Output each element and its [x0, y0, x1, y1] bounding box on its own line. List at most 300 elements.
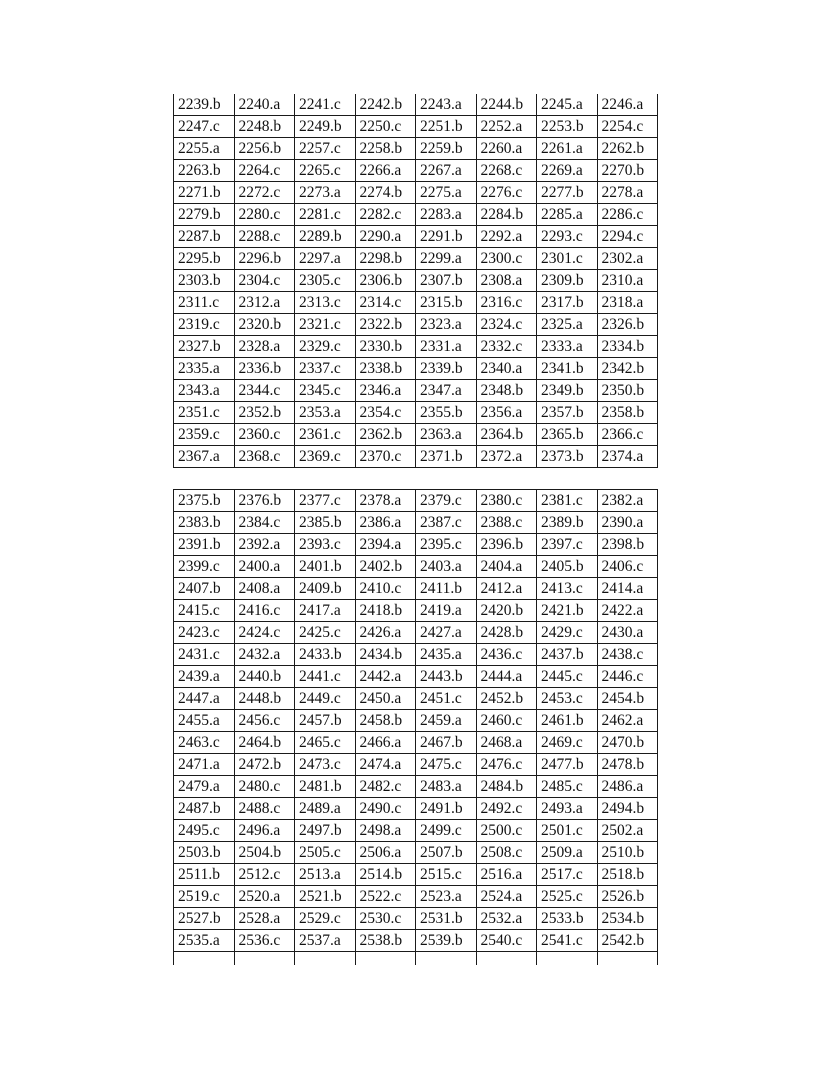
answer-cell: 2262.b [597, 138, 658, 160]
answer-cell: 2340.a [476, 358, 537, 380]
answer-cell: 2296.b [234, 248, 295, 270]
answer-cell: 2440.b [234, 666, 295, 688]
answer-cell: 2459.a [416, 710, 477, 732]
answer-cell: 2476.c [476, 754, 537, 776]
answer-cell: 2486.a [597, 776, 658, 798]
answer-cell: 2421.b [537, 600, 598, 622]
answer-cell: 2347.a [416, 380, 477, 402]
answer-cell: 2460.c [476, 710, 537, 732]
answer-cell: 2439.a [174, 666, 235, 688]
answer-cell: 2384.c [234, 512, 295, 534]
answer-cell: 2248.b [234, 116, 295, 138]
answer-cell: 2379.c [416, 490, 477, 512]
answer-cell: 2257.c [295, 138, 356, 160]
answer-cell: 2342.b [597, 358, 658, 380]
answer-cell: 2540.c [476, 930, 537, 952]
answer-cell: 2376.b [234, 490, 295, 512]
answer-cell: 2442.a [355, 666, 416, 688]
answer-cell: 2522.c [355, 886, 416, 908]
answer-cell: 2407.b [174, 578, 235, 600]
answer-cell: 2308.a [476, 270, 537, 292]
table-row [174, 94, 658, 116]
answer-cell: 2300.c [476, 248, 537, 270]
answer-cell: 2517.c [537, 864, 598, 886]
table-row [174, 776, 658, 798]
answer-cell: 2352.b [234, 402, 295, 424]
answer-cell: 2479.a [174, 776, 235, 798]
answer-cell: 2466.a [355, 732, 416, 754]
answer-cell: 2487.b [174, 798, 235, 820]
answer-cell: 2477.b [537, 754, 598, 776]
answer-cell: 2297.a [295, 248, 356, 270]
answer-cell: 2320.b [234, 314, 295, 336]
answer-cell: 2524.a [476, 886, 537, 908]
table-row [174, 512, 658, 534]
answer-cell: 2412.a [476, 578, 537, 600]
answer-cell: 2394.a [355, 534, 416, 556]
table-row [174, 644, 658, 666]
answer-cell: 2264.c [234, 160, 295, 182]
answer-cell: 2277.b [537, 182, 598, 204]
answer-cell: 2501.c [537, 820, 598, 842]
answer-cell: 2404.a [476, 556, 537, 578]
answer-cell: 2334.b [597, 336, 658, 358]
answer-cell: 2403.a [416, 556, 477, 578]
table-row [174, 292, 658, 314]
answer-cell: 2323.a [416, 314, 477, 336]
answer-cell: 2305.c [295, 270, 356, 292]
answer-cell: 2491.b [416, 798, 477, 820]
answer-cell: 2468.a [476, 732, 537, 754]
answer-cell: 2475.c [416, 754, 477, 776]
answer-cell: 2355.b [416, 402, 477, 424]
answer-cell: 2443.b [416, 666, 477, 688]
answer-cell: 2456.c [234, 710, 295, 732]
table-row [174, 446, 658, 468]
table-row [174, 402, 658, 424]
answer-cell: 2261.a [537, 138, 598, 160]
table-row [174, 908, 658, 930]
answer-cell: 2429.c [537, 622, 598, 644]
answer-cell: 2328.a [234, 336, 295, 358]
answer-cell: 2289.b [295, 226, 356, 248]
answer-cell: 2250.c [355, 116, 416, 138]
answer-cell: 2410.c [355, 578, 416, 600]
table-row [174, 886, 658, 908]
answer-cell: 2357.b [537, 402, 598, 424]
answer-cell: 2521.b [295, 886, 356, 908]
answer-cell: 2354.c [355, 402, 416, 424]
answer-cell: 2330.b [355, 336, 416, 358]
answer-cell: 2474.a [355, 754, 416, 776]
answer-cell: 2373.b [537, 446, 598, 468]
answer-cell: 2380.c [476, 490, 537, 512]
answer-cell: 2368.c [234, 446, 295, 468]
answer-cell: 2276.c [476, 182, 537, 204]
table-row [174, 600, 658, 622]
answer-cell: 2239.b [174, 94, 235, 116]
answer-cell: 2435.a [416, 644, 477, 666]
answer-cell: 2461.b [537, 710, 598, 732]
answer-cell: 2391.b [174, 534, 235, 556]
answer-cell: 2294.c [597, 226, 658, 248]
answer-cell: 2406.c [597, 556, 658, 578]
answer-cell: 2370.c [355, 446, 416, 468]
answer-cell: 2493.a [537, 798, 598, 820]
answer-cell: 2427.a [416, 622, 477, 644]
answer-cell: 2336.b [234, 358, 295, 380]
answer-cell: 2321.c [295, 314, 356, 336]
answer-cell: 2541.c [537, 930, 598, 952]
answer-cell: 2538.b [355, 930, 416, 952]
table-row [174, 688, 658, 710]
answer-cell: 2367.a [174, 446, 235, 468]
answer-cell: 2411.b [416, 578, 477, 600]
answer-cell: 2361.c [295, 424, 356, 446]
answer-cell: 2304.c [234, 270, 295, 292]
answer-cell: 2387.c [416, 512, 477, 534]
answer-cell: 2316.c [476, 292, 537, 314]
answer-cell: 2251.b [416, 116, 477, 138]
answer-cell: 2269.a [537, 160, 598, 182]
answer-cell: 2454.b [597, 688, 658, 710]
table-row [174, 842, 658, 864]
table-row [174, 358, 658, 380]
answer-cell: 2241.c [295, 94, 356, 116]
answer-cell: 2447.a [174, 688, 235, 710]
answer-cell: 2306.b [355, 270, 416, 292]
answer-cell: 2512.c [234, 864, 295, 886]
answer-cell: 2448.b [234, 688, 295, 710]
table-row [174, 622, 658, 644]
answer-cell: 2359.c [174, 424, 235, 446]
answer-cell: 2338.b [355, 358, 416, 380]
answer-cell: 2535.a [174, 930, 235, 952]
answer-cell: 2465.c [295, 732, 356, 754]
answer-cell: 2415.c [174, 600, 235, 622]
answer-cell: 2329.c [295, 336, 356, 358]
answer-cell: 2353.a [295, 402, 356, 424]
answer-cell: 2467.b [416, 732, 477, 754]
answer-cell: 2531.b [416, 908, 477, 930]
answer-cell: 2438.c [597, 644, 658, 666]
answer-cell: 2505.c [295, 842, 356, 864]
answer-cell: 2382.a [597, 490, 658, 512]
answer-cell: 2363.a [416, 424, 477, 446]
answer-cell: 2428.b [476, 622, 537, 644]
answer-cell: 2529.c [295, 908, 356, 930]
answer-cell: 2424.c [234, 622, 295, 644]
table-row [174, 380, 658, 402]
answer-cell: 2437.b [537, 644, 598, 666]
answer-cell: 2288.c [234, 226, 295, 248]
answer-cell: 2302.a [597, 248, 658, 270]
answer-cell [597, 952, 658, 966]
answer-cell: 2327.b [174, 336, 235, 358]
answer-cell: 2528.a [234, 908, 295, 930]
answer-cell: 2451.c [416, 688, 477, 710]
table-row [174, 952, 658, 966]
table-row [174, 732, 658, 754]
answer-cell: 2469.c [537, 732, 598, 754]
answer-cell: 2385.b [295, 512, 356, 534]
answer-cell: 2480.c [234, 776, 295, 798]
answer-cell: 2245.a [537, 94, 598, 116]
answer-cell: 2423.c [174, 622, 235, 644]
answer-cell: 2299.a [416, 248, 477, 270]
answer-cell: 2537.a [295, 930, 356, 952]
table-row [174, 314, 658, 336]
answer-cell: 2509.a [537, 842, 598, 864]
answer-cell: 2309.b [537, 270, 598, 292]
answer-cell: 2281.c [295, 204, 356, 226]
answer-cell: 2270.b [597, 160, 658, 182]
answer-cell: 2292.a [476, 226, 537, 248]
answer-cell: 2395.c [416, 534, 477, 556]
answer-cell: 2425.c [295, 622, 356, 644]
answer-cell: 2293.c [537, 226, 598, 248]
answer-cell: 2258.b [355, 138, 416, 160]
answer-cell: 2274.b [355, 182, 416, 204]
answer-cell: 2265.c [295, 160, 356, 182]
answer-cell: 2252.a [476, 116, 537, 138]
table-row [174, 424, 658, 446]
answer-cell: 2516.a [476, 864, 537, 886]
table-row [174, 534, 658, 556]
table-row [174, 710, 658, 732]
answer-cell: 2291.b [416, 226, 477, 248]
answer-cell: 2400.a [234, 556, 295, 578]
answer-cell: 2446.c [597, 666, 658, 688]
answer-cell: 2333.a [537, 336, 598, 358]
answer-cell: 2319.c [174, 314, 235, 336]
answer-cell: 2393.c [295, 534, 356, 556]
answer-cell: 2444.a [476, 666, 537, 688]
answer-cell: 2452.b [476, 688, 537, 710]
answer-cell: 2374.a [597, 446, 658, 468]
answer-cell: 2413.c [537, 578, 598, 600]
answer-cell: 2314.c [355, 292, 416, 314]
answer-cell: 2430.a [597, 622, 658, 644]
answer-cell: 2364.b [476, 424, 537, 446]
answer-cell: 2433.b [295, 644, 356, 666]
answer-cell [355, 952, 416, 966]
answer-cell: 2441.c [295, 666, 356, 688]
answer-cell: 2267.a [416, 160, 477, 182]
answer-cell: 2372.a [476, 446, 537, 468]
answer-cell: 2464.b [234, 732, 295, 754]
answer-cell: 2284.b [476, 204, 537, 226]
answer-cell: 2254.c [597, 116, 658, 138]
answer-cell: 2325.a [537, 314, 598, 336]
answer-cell: 2482.c [355, 776, 416, 798]
answer-cell: 2271.b [174, 182, 235, 204]
answer-cell: 2414.a [597, 578, 658, 600]
answer-cell: 2312.a [234, 292, 295, 314]
answer-cell: 2396.b [476, 534, 537, 556]
answer-cell: 2417.a [295, 600, 356, 622]
answer-cell: 2494.b [597, 798, 658, 820]
answer-cell: 2260.a [476, 138, 537, 160]
answer-cell: 2483.a [416, 776, 477, 798]
answer-cell: 2530.c [355, 908, 416, 930]
answer-cell: 2358.b [597, 402, 658, 424]
answer-cell: 2360.c [234, 424, 295, 446]
answer-cell: 2331.a [416, 336, 477, 358]
answer-cell: 2405.b [537, 556, 598, 578]
answer-cell: 2255.a [174, 138, 235, 160]
answer-cell: 2348.b [476, 380, 537, 402]
answer-cell: 2416.c [234, 600, 295, 622]
table-row [174, 226, 658, 248]
table-row [174, 138, 658, 160]
answer-cell: 2290.a [355, 226, 416, 248]
answer-cell: 2366.c [597, 424, 658, 446]
answer-cell: 2381.c [537, 490, 598, 512]
answer-cell: 2259.b [416, 138, 477, 160]
table-row [174, 864, 658, 886]
answer-cell: 2532.a [476, 908, 537, 930]
answer-cell: 2518.b [597, 864, 658, 886]
answer-cell [295, 952, 356, 966]
answer-cell: 2272.c [234, 182, 295, 204]
answer-cell: 2422.a [597, 600, 658, 622]
answer-cell: 2504.b [234, 842, 295, 864]
answer-cell: 2450.a [355, 688, 416, 710]
answer-cell: 2431.c [174, 644, 235, 666]
answer-cell: 2455.a [174, 710, 235, 732]
answer-cell: 2286.c [597, 204, 658, 226]
answer-cell: 2490.c [355, 798, 416, 820]
answer-cell: 2418.b [355, 600, 416, 622]
answer-cell: 2484.b [476, 776, 537, 798]
answer-cell: 2275.a [416, 182, 477, 204]
answer-cell: 2392.a [234, 534, 295, 556]
table-row [174, 930, 658, 952]
answer-cell: 2513.a [295, 864, 356, 886]
answer-cell [174, 952, 235, 966]
answer-cell: 2432.a [234, 644, 295, 666]
answer-cell: 2401.b [295, 556, 356, 578]
answer-cell: 2519.c [174, 886, 235, 908]
answer-cell: 2399.c [174, 556, 235, 578]
answer-cell: 2326.b [597, 314, 658, 336]
answer-cell: 2371.b [416, 446, 477, 468]
answer-cell: 2341.b [537, 358, 598, 380]
answer-cell [476, 952, 537, 966]
answer-cell: 2508.c [476, 842, 537, 864]
answer-cell: 2283.a [416, 204, 477, 226]
table-row [174, 556, 658, 578]
answer-cell: 2313.c [295, 292, 356, 314]
answer-cell: 2339.b [416, 358, 477, 380]
answer-cell: 2307.b [416, 270, 477, 292]
answer-cell: 2263.b [174, 160, 235, 182]
answer-cell: 2242.b [355, 94, 416, 116]
answer-cell: 2388.c [476, 512, 537, 534]
answer-cell: 2377.c [295, 490, 356, 512]
answer-cell: 2408.a [234, 578, 295, 600]
answer-cell: 2249.b [295, 116, 356, 138]
answer-cell: 2434.b [355, 644, 416, 666]
answer-cell: 2266.a [355, 160, 416, 182]
answer-cell: 2362.b [355, 424, 416, 446]
answer-cell: 2527.b [174, 908, 235, 930]
table-row [174, 270, 658, 292]
answer-cell: 2463.c [174, 732, 235, 754]
answer-cell: 2344.c [234, 380, 295, 402]
answer-cell: 2542.b [597, 930, 658, 952]
answer-cell: 2350.b [597, 380, 658, 402]
answer-cell: 2317.b [537, 292, 598, 314]
answer-cell: 2390.a [597, 512, 658, 534]
answer-cell: 2457.b [295, 710, 356, 732]
table-row [174, 666, 658, 688]
answer-cell: 2295.b [174, 248, 235, 270]
answer-cell: 2510.b [597, 842, 658, 864]
answer-cell: 2489.a [295, 798, 356, 820]
answer-cell: 2247.c [174, 116, 235, 138]
answer-cell [537, 952, 598, 966]
answer-cell: 2268.c [476, 160, 537, 182]
answer-cell: 2534.b [597, 908, 658, 930]
answer-cell: 2503.b [174, 842, 235, 864]
answer-cell: 2285.a [537, 204, 598, 226]
table-row [174, 754, 658, 776]
table-row [174, 204, 658, 226]
answer-cell: 2449.c [295, 688, 356, 710]
answer-cell: 2492.c [476, 798, 537, 820]
answer-cell: 2335.a [174, 358, 235, 380]
answer-cell: 2287.b [174, 226, 235, 248]
answer-cell: 2315.b [416, 292, 477, 314]
answer-cell: 2458.b [355, 710, 416, 732]
answer-cell: 2473.c [295, 754, 356, 776]
answer-cell: 2507.b [416, 842, 477, 864]
answer-key-table-2 [173, 489, 658, 965]
answer-cell: 2488.c [234, 798, 295, 820]
answer-cell: 2445.c [537, 666, 598, 688]
answer-cell: 2356.a [476, 402, 537, 424]
answer-cell: 2462.a [597, 710, 658, 732]
answer-cell: 2303.b [174, 270, 235, 292]
answer-cell: 2409.b [295, 578, 356, 600]
answer-cell: 2322.b [355, 314, 416, 336]
answer-cell: 2343.a [174, 380, 235, 402]
answer-cell: 2485.c [537, 776, 598, 798]
table-row [174, 798, 658, 820]
table-row [174, 490, 658, 512]
answer-cell: 2453.c [537, 688, 598, 710]
answer-cell: 2246.a [597, 94, 658, 116]
answer-cell: 2279.b [174, 204, 235, 226]
table-row [174, 160, 658, 182]
table-row [174, 820, 658, 842]
answer-cell: 2365.b [537, 424, 598, 446]
answer-cell: 2498.a [355, 820, 416, 842]
answer-cell: 2511.b [174, 864, 235, 886]
answer-cell: 2436.c [476, 644, 537, 666]
answer-cell: 2301.c [537, 248, 598, 270]
answer-cell: 2514.b [355, 864, 416, 886]
answer-cell: 2375.b [174, 490, 235, 512]
answer-cell: 2345.c [295, 380, 356, 402]
answer-cell: 2478.b [597, 754, 658, 776]
answer-cell: 2240.a [234, 94, 295, 116]
table-row [174, 248, 658, 270]
answer-key-table-1 [173, 94, 658, 468]
answer-cell: 2496.a [234, 820, 295, 842]
